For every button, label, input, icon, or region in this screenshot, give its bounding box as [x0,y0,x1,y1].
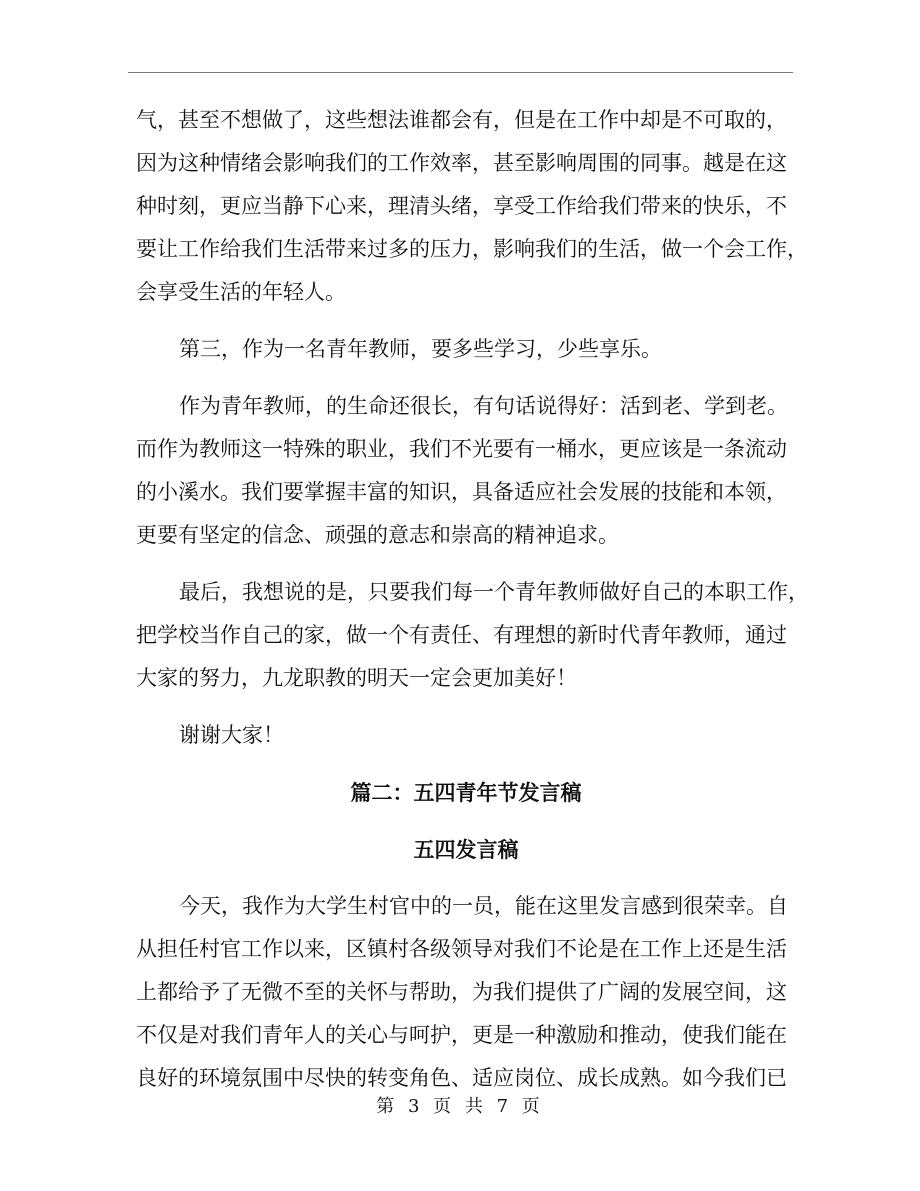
paragraph-gap [136,314,796,328]
text-line: 从担任村官工作以来，区镇村各级领导对我们不论是在工作上还是生活 [136,937,787,961]
paragraph [136,328,796,371]
text-line: 而作为教师这一特殊的职业，我们不光要有一桶水，更应该是一条流动 [136,437,787,461]
text-line: 气，甚至不想做了，这些想法谁都会有，但是在工作中却是不可取的， [136,108,787,132]
text-line: 把学校当作自己的家，做一个有责任、有理想的新时代青年教师，通过 [136,623,787,647]
text-line: 种时刻，更应当静下心来，理清头绪，享受工作给我们带来的快乐，不 [136,194,787,218]
text-line: 上都给予了无微不至的关怀与帮助，为我们提供了广阔的发展空间，这 [136,980,787,1004]
paragraph-gap [136,871,796,885]
text-line: 大家的努力，九龙职教的明天一定会更加美好！ [136,666,577,690]
text-line: 的小溪水。我们要掌握丰富的知识，具备适应社会发展的技能和本领， [136,480,787,504]
text-line: 不仅是对我们青年人的关心与呵护，更是一种激励和推动，使我们能在 [136,1023,787,1047]
text-line: 今天，我作为大学生村官中的一员，能在这里发言感到很荣幸。自 [179,894,788,918]
text-line: 第三，作为一名青年教师，要多些学习，少些享乐。 [179,337,662,361]
text-line: 会享受生活的年轻人。 [136,280,346,304]
paragraph [136,99,808,314]
text-line: 因为这种情绪会影响我们的工作效率，甚至影响周围的同事。越是在这 [136,151,787,175]
text-line: 作为青年教师，的生命还很长，有句话说得好：活到老、学到老。 [179,394,788,418]
page-number-footer: 第 3 页 共 7 页 [376,1096,544,1117]
paragraph-gap [136,371,796,385]
text-line: 良好的环境氛围中尽快的转变角色、适应岗位、成长成熟。如今我们已 [136,1066,787,1090]
text-line: 更要有坚定的信念、顽强的意志和崇高的精神追求。 [136,523,619,547]
paragraph-gap [136,814,796,828]
header-rule [128,72,793,73]
paragraph-gap [136,557,796,571]
section-heading: 篇二：五四青年节发言稿 [350,780,582,805]
text-line: 要让工作给我们生活带来过多的压力，影响我们的生活，做一个会工作， [136,237,808,261]
document-body [136,99,809,1100]
paragraph [136,385,796,557]
text-line: 最后，我想说的是，只要我们每一个青年教师做好自己的本职工作， [179,580,809,604]
paragraph [136,571,809,700]
paragraph-gap [136,700,796,714]
section-subheading: 五四发言稿 [413,837,519,862]
paragraph [136,885,796,1100]
paragraph-gap [136,757,796,771]
text-line: 谢谢大家！ [179,723,284,747]
paragraph [136,714,796,757]
